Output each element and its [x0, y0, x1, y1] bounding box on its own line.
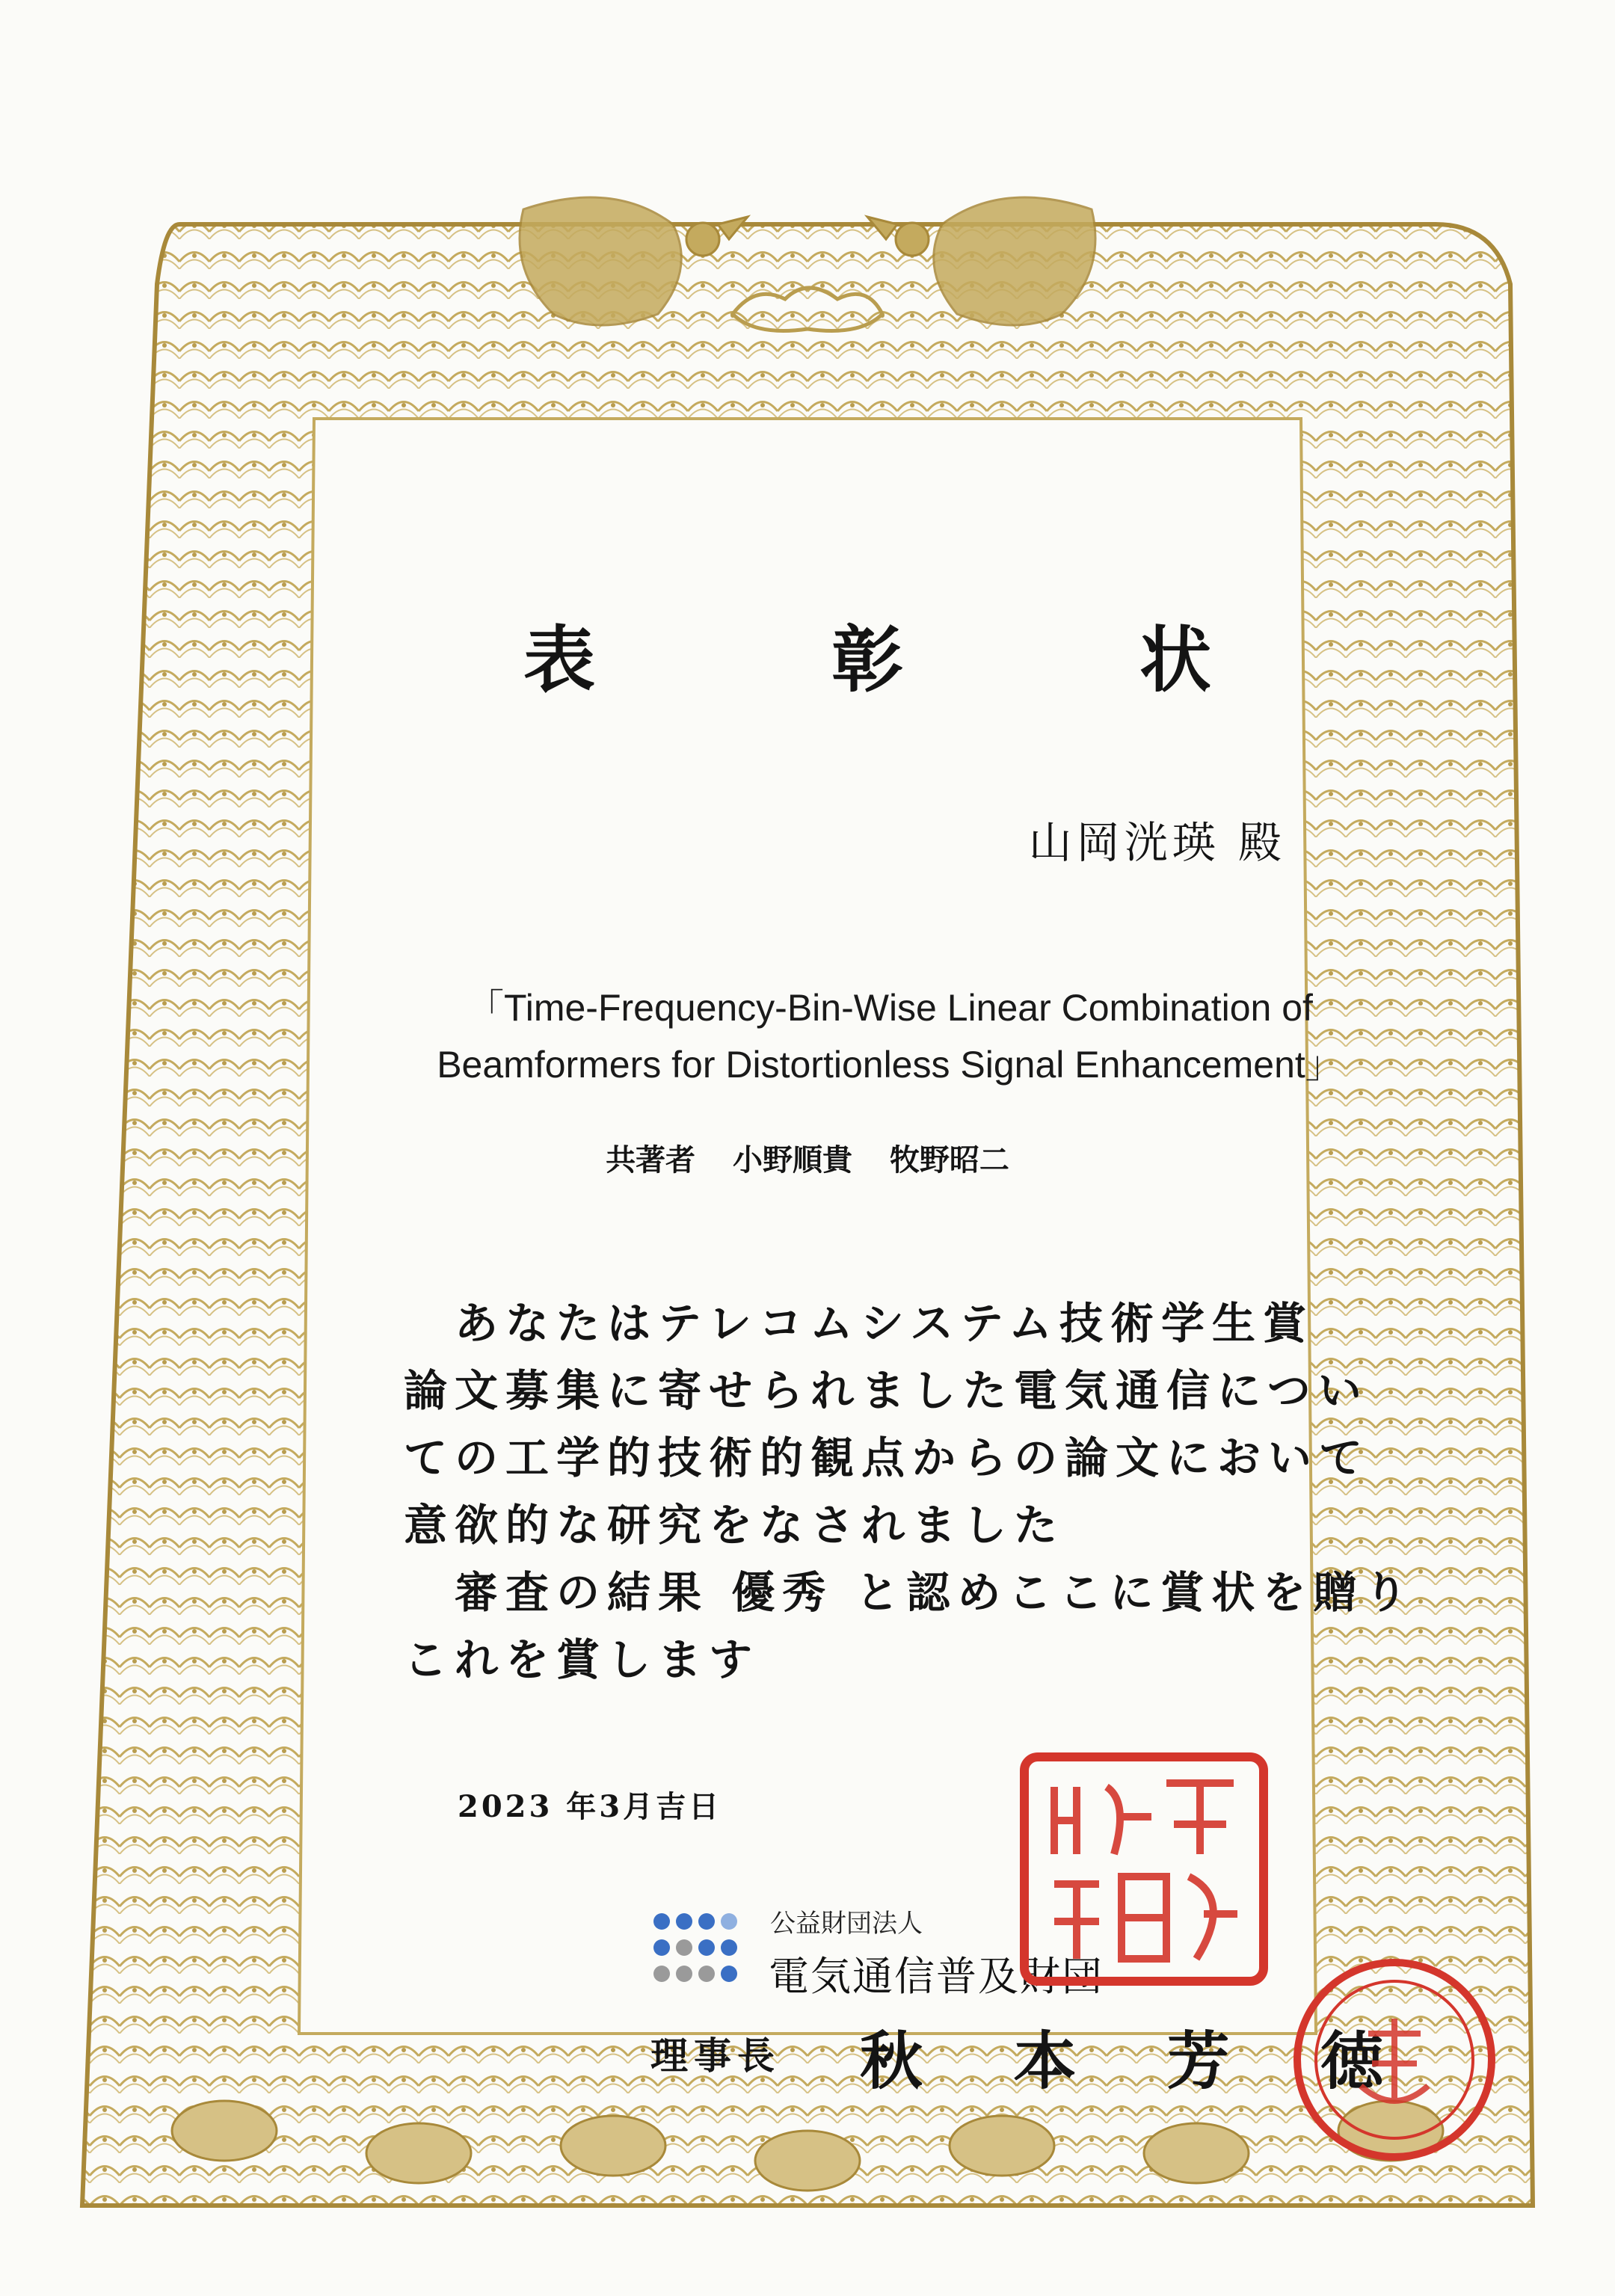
title-char: 彰: [831, 617, 903, 702]
award-date: 2023 年3月吉日: [458, 1789, 722, 1824]
chairman-title: 理事長: [650, 2034, 781, 2078]
citation-line: 意欲的な研究をなされました: [404, 1500, 1065, 1551]
coauthor-name: 小野順貴: [733, 1142, 852, 1178]
chairman-name-char: 秋: [860, 2024, 923, 2098]
certificate-title: [523, 598, 1211, 710]
citation-line: 審査の結果 優秀 と認めここに賞状を贈り: [455, 1567, 1415, 1618]
foundation-logo-icon: [650, 1910, 740, 2000]
citation-text: [404, 1290, 1415, 1693]
recipient-name: 山岡洸瑛 殿: [1028, 817, 1286, 868]
paper-title-line: 「Time-Frequency-Bin-Wise Linear Combination of: [467, 987, 1313, 1029]
title-char: 表: [523, 617, 595, 702]
chairman-name-char: 芳: [1166, 2024, 1230, 2098]
chairman-seal-icon: [1286, 1951, 1503, 2168]
paper-title: [389, 979, 1391, 1093]
citation-line: 論文募集に寄せられました電気通信につい: [404, 1365, 1369, 1416]
chairman-name-char: 徳: [1320, 2024, 1383, 2098]
coauthors: [389, 1136, 1226, 1179]
coauthor-name: 牧野昭二: [889, 1142, 1009, 1178]
citation-line: ての工学的技術的観点からの論文において: [404, 1432, 1371, 1483]
citation-line: これを賞します: [404, 1634, 760, 1685]
chairman-name-char: 本: [1013, 2024, 1077, 2098]
paper-title-line: Beamformers for Distortionless Signal Enhancement」: [437, 1044, 1343, 1086]
citation-line: あなたはテレコムシステム技術学生賞: [455, 1298, 1314, 1349]
coauthors-label: 共著者: [606, 1142, 696, 1178]
foundation-seal-icon: [1017, 1749, 1271, 1989]
organization-name: 電気通信普及財団: [769, 1954, 1104, 1999]
title-char: 状: [1139, 617, 1211, 702]
organization-type: 公益財団法人: [770, 1909, 923, 1938]
